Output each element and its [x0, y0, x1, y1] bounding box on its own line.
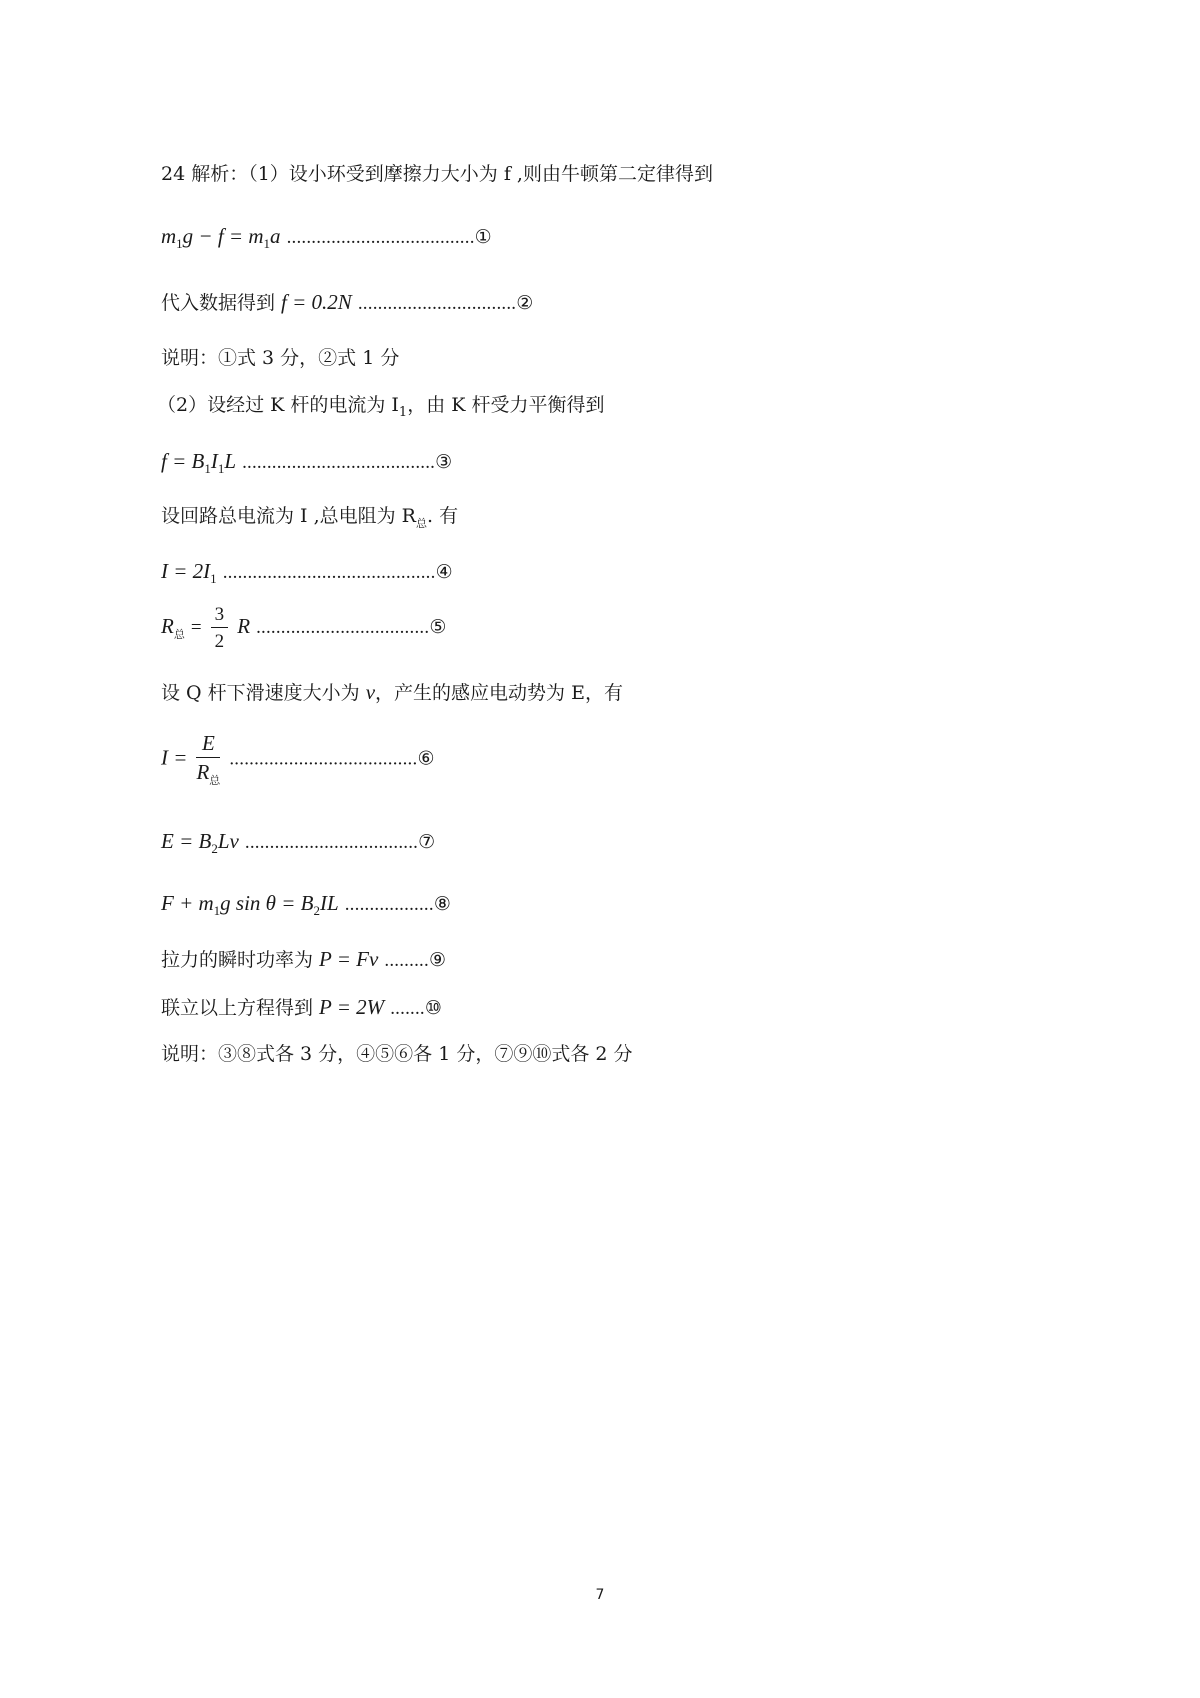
page-number: 7: [595, 1587, 605, 1603]
equation-9: 拉力的瞬时功率为 P = Fv .........⑨: [161, 947, 446, 971]
part-2-intro: （2）设经过 K 杆的电流为 $I_1$，由 K 杆受力平衡得到: [157, 394, 605, 420]
equation-marker: ①: [474, 226, 492, 248]
solution-header: 24 解析：（1）设小环受到摩擦力大小为 f ,则由牛顿第二定律得到: [161, 163, 713, 185]
equation-1: $m_1g - f = m_1a$ ......................................①: [161, 224, 492, 251]
fraction: $\frac{3}{2}$: [211, 605, 229, 651]
equation-7: $E = B_2Lv$ ...................................⑦: [161, 829, 436, 856]
equation-5: $R_总$ = $\frac{3}{2}$ R ...................................⑤: [161, 604, 447, 652]
equation-6: I = $\frac{E}{R_总}$ ......................................⑥: [161, 731, 435, 787]
equation-3: $f = B_1I_1L$ .......................................③: [161, 449, 453, 476]
equation-4: $I = 2I_1$ ...........................................④: [161, 559, 453, 586]
q-rod-line: 设 Q 杆下滑速度大小为 v，产生的感应电动势为 E，有: [161, 680, 623, 704]
scoring-note-2: 说明：③⑧式各 3 分，④⑤⑥各 1 分，⑦⑨⑩式各 2 分: [161, 1043, 633, 1065]
equation-10: 联立以上方程得到 P = 2W .......⑩: [161, 995, 442, 1019]
loop-current-line: 设回路总电流为 I ,总电阻为 $R_总$. 有: [161, 505, 459, 530]
fraction: $\frac{E}{R_总}$: [196, 731, 221, 787]
equation-8: $F + m_1g$ $\sin \theta = B_2IL$ ..................⑧: [161, 891, 451, 918]
scoring-note-1: 说明：①式 3 分，②式 1 分: [161, 347, 400, 369]
equation-2: 代入数据得到 f = 0.2N ................................②: [161, 290, 534, 314]
